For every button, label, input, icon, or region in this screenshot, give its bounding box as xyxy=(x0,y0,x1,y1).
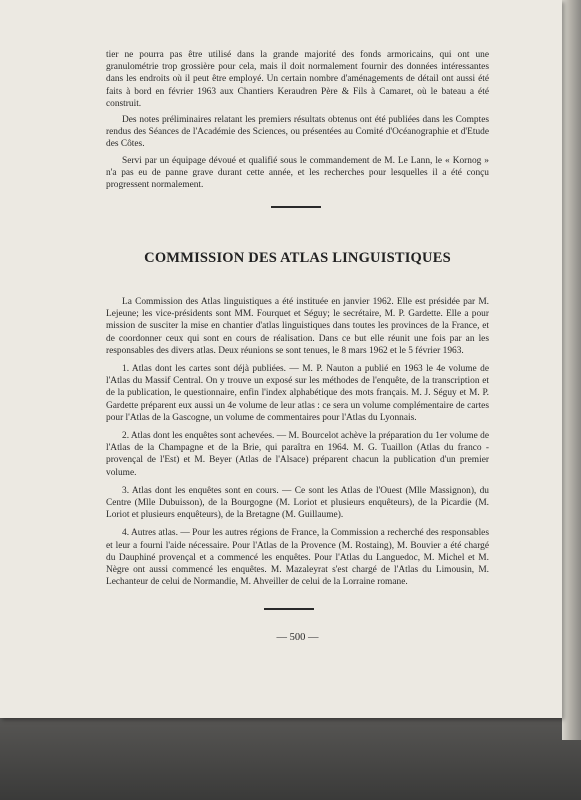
paragraph: La Commission des Atlas linguistiques a été instituée en janvier 1962. Elle est présidée par M. Lejeune; les vice-présidents sont MM. Fourquet et Séguy; le secrétaire, M. P. Gardette. Elle a pour mission de susciter la mise en chantier d'atlas linguistiques dans toutes les provinces de la France, et de coordonner ceux qui sont en cours de réalisation. Dans ce but elle réunit une fois par an les responsables des divers atlas. Deux réunions se sont tenues, le 8 mars 1962 et le 5 février 1963. xyxy=(106,297,489,356)
page-edge-shadow xyxy=(562,0,581,740)
body-text-block xyxy=(106,296,489,588)
paragraph: 2. Atlas dont les enquêtes sont achevées. — M. Bourcelot achève la préparation du 1er volume de l'Atlas de la Champagne et de la Brie, qui paraîtra en 1964. M. G. Tuaillon (Atlas du franco - provençal de l'Est) et M. Beyer (Atlas de l'Alsace) préparent chacun la publication d'un premier volume. xyxy=(106,431,489,478)
top-text-block xyxy=(106,49,489,191)
section-heading: COMMISSION DES ATLAS LINGUISTIQUES xyxy=(144,250,451,266)
paragraph: Servi par un équipage dévoué et qualifié sous le commandement de M. Le Lann, le « Kornog » n'a pas eu de panne grave durant cette année, et les recherches pour lesquelles il a été conçu progressent normalement. xyxy=(106,155,489,191)
paragraph: 4. Autres atlas. — Pour les autres régions de France, la Commission a recherché des responsables et leur a fourni l'aide nécessaire. Pour l'Atlas de la Provence (M. Rostaing), M. Bouvier a été chargé du Dauphiné provençal et a commencé les enquêtes. Pour l'Atlas du Languedoc, M. Michel et M. Nègre ont aussi commencé les enquêtes. M. Mazaleyrat s'est chargé de l'Atlas du Limousin, M. Lechanteur de celui de Normandie, M. Ahveiller de celui de la Lorraine romane. xyxy=(106,528,489,588)
separator-rule xyxy=(264,608,314,610)
paragraph: Des notes préliminaires relatant les premiers résultats obtenus ont été publiées dans les Comptes rendus des Séances de l'Académie des Sciences, ou présentées au Comité d'Océanographie et d'Etude des Côtes. xyxy=(106,115,489,150)
paragraph: 1. Atlas dont les cartes sont déjà publiées. — M. P. Nauton a publié en 1963 le 4e volume de l'Atlas du Massif Central. On y trouve un exposé sur les méthodes de l'enquête, de la transcription et de la publication, le questionnaire, enfin l'index alphabétique des mots français. M. J. Séguy et M. P. Gardette préparent eux aussi un 4e volume de leur atlas : ce sera un volume complémentaire de cartes pour l'Atlas de la Gascogne, un volume de commentaires pour l'Atlas du Lyonnais. xyxy=(106,364,489,423)
page-number: — 500 — xyxy=(276,632,319,643)
separator-rule xyxy=(271,206,321,208)
paragraph: tier ne pourra pas être utilisé dans la grande majorité des fonds armoricains, qui ont une granulométrie trop grossière pour cela, mais il doit normalement fournir des données intéressantes dans les endroits où il peut être employé. Un certain nombre d'aménagements de détail ont aussi été faits à bord en février 1963 aux Chantiers Keraudren Père & Fils à Camaret, où le bateau a été construit. xyxy=(106,50,489,109)
paragraph: 3. Atlas dont les enquêtes sont en cours. — Ce sont les Atlas de l'Ouest (Mlle Massignon), du Centre (Mlle Dubuisson), de la Bourgogne (M. Loriot et plusieurs enquêteurs), de la Picardie (M. Loriot et plusieurs enquêteurs), de la Bretagne (M. Guillaume). xyxy=(106,485,489,521)
